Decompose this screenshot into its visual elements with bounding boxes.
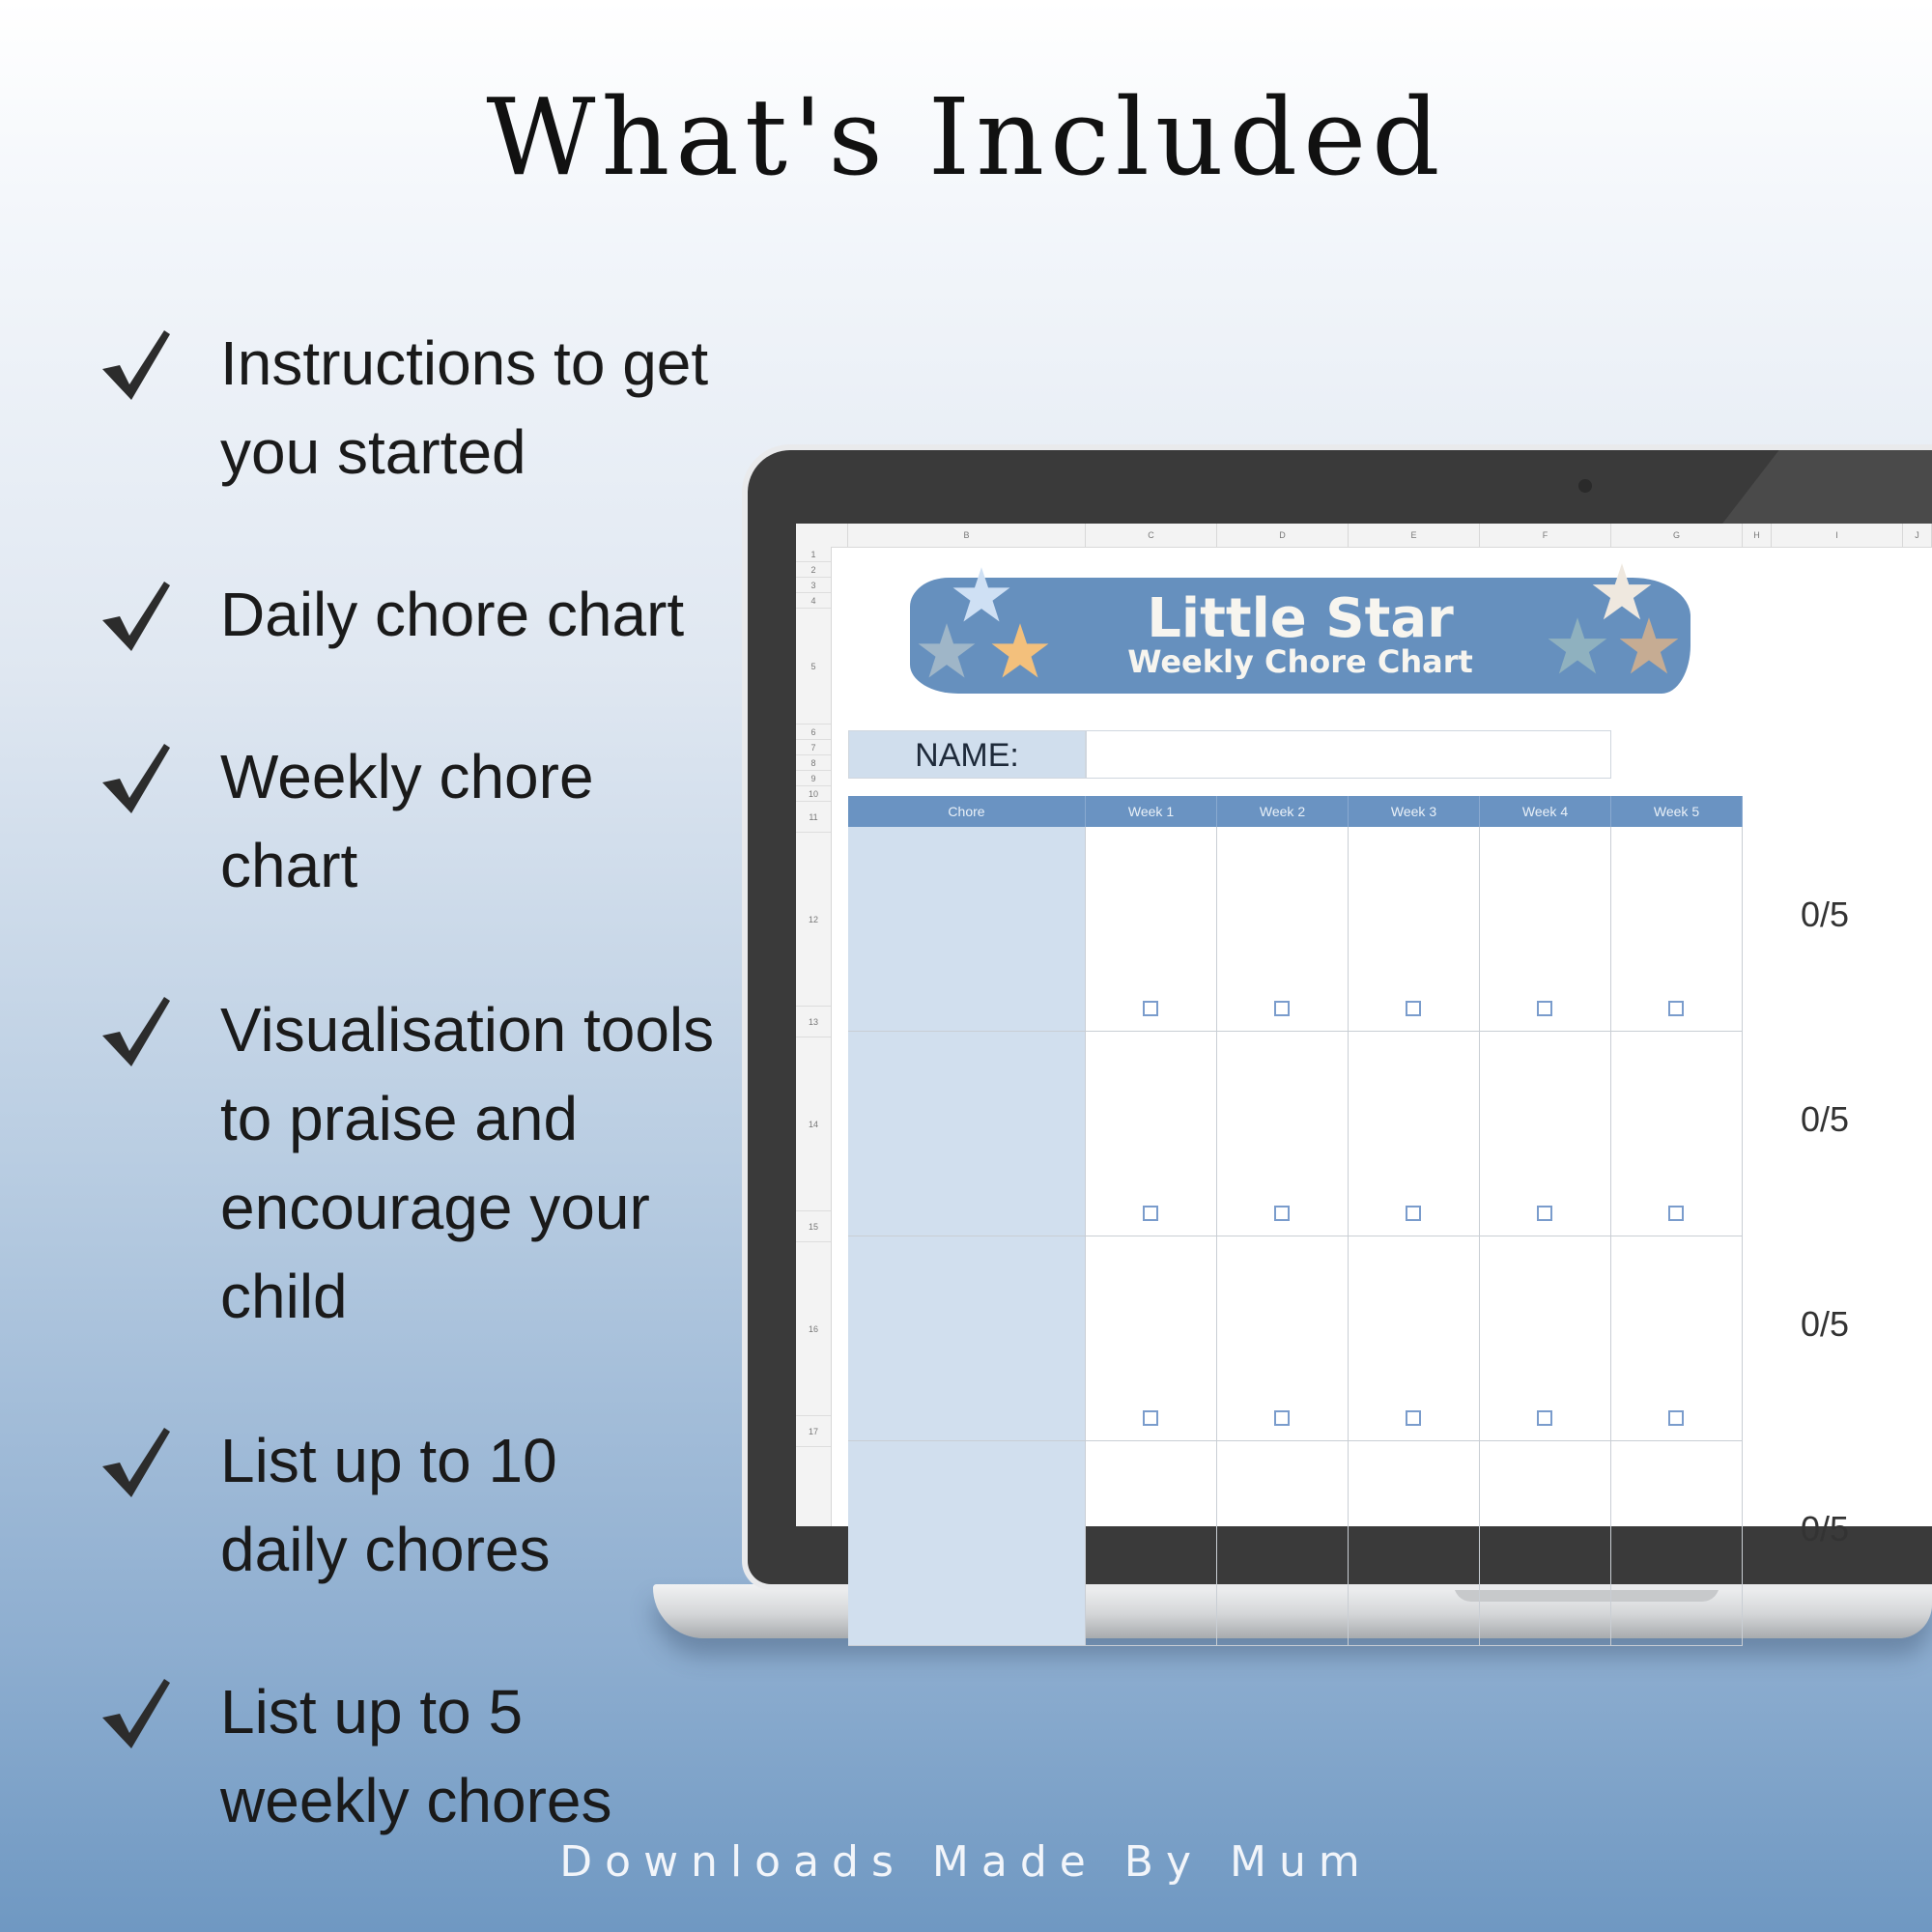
table-header: Week 5	[1611, 796, 1743, 827]
week-cell[interactable]	[1349, 1441, 1480, 1646]
feature-line: to praise and	[220, 1084, 579, 1153]
week-cell[interactable]	[1086, 1032, 1217, 1236]
feature-line: weekly chores	[220, 1766, 612, 1835]
row-header[interactable]: 1	[796, 547, 831, 562]
star-icon	[951, 564, 1012, 626]
week-cell[interactable]	[1480, 1441, 1611, 1646]
checkbox[interactable]	[1537, 1001, 1552, 1016]
chore-cell[interactable]	[848, 827, 1086, 1032]
column-header[interactable]: H	[1743, 524, 1772, 547]
feature-line: you started	[220, 417, 526, 487]
banner-title: Little Star	[1147, 587, 1454, 650]
row-header[interactable]: 2	[796, 562, 831, 578]
table-header: Week 1	[1086, 796, 1217, 827]
checkbox[interactable]	[1274, 1206, 1290, 1221]
checkbox[interactable]	[1143, 1410, 1158, 1426]
checkbox[interactable]	[1406, 1410, 1421, 1426]
star-icon	[1617, 614, 1681, 678]
table-header: Week 3	[1349, 796, 1480, 827]
column-header[interactable]: C	[1086, 524, 1217, 547]
camera-icon	[1578, 479, 1592, 493]
name-field[interactable]	[1086, 730, 1611, 779]
checkbox[interactable]	[1406, 1206, 1421, 1221]
row-header[interactable]: 17	[796, 1416, 831, 1447]
week-cell[interactable]	[1349, 1032, 1480, 1236]
week-cell[interactable]	[1217, 1032, 1349, 1236]
score-value: 0/5	[1801, 1099, 1850, 1139]
star-icon	[1546, 614, 1609, 678]
score-value: 0/5	[1801, 895, 1850, 934]
score-value: 0/5	[1801, 1509, 1850, 1548]
chore-cell[interactable]	[848, 1032, 1086, 1236]
column-header[interactable]: I	[1772, 524, 1903, 547]
feature-line: List up to 10	[220, 1426, 557, 1495]
checkbox[interactable]	[1537, 1206, 1552, 1221]
row-header[interactable]: 12	[796, 833, 831, 1007]
week-cell[interactable]	[1611, 1032, 1743, 1236]
row-header[interactable]: 3	[796, 578, 831, 593]
banner-subtitle: Weekly Chore Chart	[1127, 643, 1473, 680]
column-header[interactable]: D	[1217, 524, 1349, 547]
week-cell[interactable]	[1217, 827, 1349, 1032]
week-cell[interactable]	[1349, 827, 1480, 1032]
row-header[interactable]: 7	[796, 740, 831, 755]
week-cell[interactable]	[1086, 1236, 1217, 1441]
week-cell[interactable]	[1611, 1441, 1743, 1646]
row-header[interactable]: 15	[796, 1211, 831, 1242]
checkbox[interactable]	[1143, 1001, 1158, 1016]
page-title: What's Included	[486, 75, 1446, 199]
checkmark-icon	[97, 740, 174, 817]
checkmark-icon	[97, 993, 174, 1070]
checkbox[interactable]	[1668, 1410, 1684, 1426]
row-header[interactable]: 5	[796, 609, 831, 724]
checkbox[interactable]	[1143, 1206, 1158, 1221]
column-header[interactable]: G	[1611, 524, 1743, 547]
checkmark-icon	[97, 1675, 174, 1752]
column-header[interactable]: F	[1480, 524, 1611, 547]
column-header[interactable]: B	[848, 524, 1086, 547]
week-cell[interactable]	[1611, 1236, 1743, 1441]
score-value: 0/5	[1801, 1304, 1850, 1344]
row-header[interactable]: 13	[796, 1007, 831, 1037]
feature-text	[220, 1667, 858, 1845]
star-icon	[916, 620, 978, 682]
week-cell[interactable]	[1611, 827, 1743, 1032]
feature-line: List up to 5	[220, 1677, 524, 1747]
corner-cell[interactable]	[796, 524, 848, 547]
feature-line: chart	[220, 831, 358, 900]
feature-line: child	[220, 1262, 348, 1331]
week-cell[interactable]	[1217, 1236, 1349, 1441]
table-header: Week 2	[1217, 796, 1349, 827]
week-cell[interactable]	[1349, 1236, 1480, 1441]
checkbox[interactable]	[1406, 1001, 1421, 1016]
checkmark-icon	[97, 578, 174, 655]
week-cell[interactable]	[1086, 827, 1217, 1032]
row-header[interactable]: 8	[796, 755, 831, 771]
week-cell[interactable]	[1217, 1441, 1349, 1646]
row-header[interactable]: 10	[796, 786, 831, 802]
row-header[interactable]: 11	[796, 802, 831, 833]
row-header-column	[796, 547, 832, 1526]
column-header[interactable]: J	[1903, 524, 1932, 547]
checkbox[interactable]	[1668, 1206, 1684, 1221]
checkmark-icon	[97, 327, 174, 404]
table-header: Week 4	[1480, 796, 1611, 827]
row-header[interactable]: 16	[796, 1242, 831, 1416]
checkmark-icon	[97, 1424, 174, 1501]
row-header[interactable]: 14	[796, 1037, 831, 1211]
feature-line: daily chores	[220, 1515, 551, 1584]
week-cell[interactable]	[1480, 1032, 1611, 1236]
row-header[interactable]: 9	[796, 771, 831, 786]
column-header[interactable]: E	[1349, 524, 1480, 547]
chore-cell[interactable]	[848, 1441, 1086, 1646]
feature-line: Weekly chore	[220, 742, 594, 811]
feature-line: Instructions to get	[220, 328, 709, 398]
name-label: NAME:	[848, 730, 1086, 779]
chore-cell[interactable]	[848, 1236, 1086, 1441]
checkbox[interactable]	[1537, 1410, 1552, 1426]
checkbox[interactable]	[1274, 1410, 1290, 1426]
star-icon	[989, 620, 1051, 682]
week-cell[interactable]	[1086, 1441, 1217, 1646]
feature-line: Visualisation tools	[220, 995, 715, 1065]
table-header: Chore	[848, 796, 1086, 827]
footer-brand: Downloads Made By Mum	[559, 1837, 1373, 1887]
row-header[interactable]: 6	[796, 724, 831, 740]
week-cell[interactable]	[1480, 1236, 1611, 1441]
feature-line: encourage your	[220, 1173, 650, 1242]
spreadsheet-screen	[796, 524, 1932, 1548]
feature-line: Daily chore chart	[220, 580, 685, 649]
column-header-row	[796, 524, 1932, 548]
checkbox[interactable]	[1274, 1001, 1290, 1016]
checkbox[interactable]	[1668, 1001, 1684, 1016]
week-cell[interactable]	[1480, 827, 1611, 1032]
row-header[interactable]: 4	[796, 593, 831, 609]
